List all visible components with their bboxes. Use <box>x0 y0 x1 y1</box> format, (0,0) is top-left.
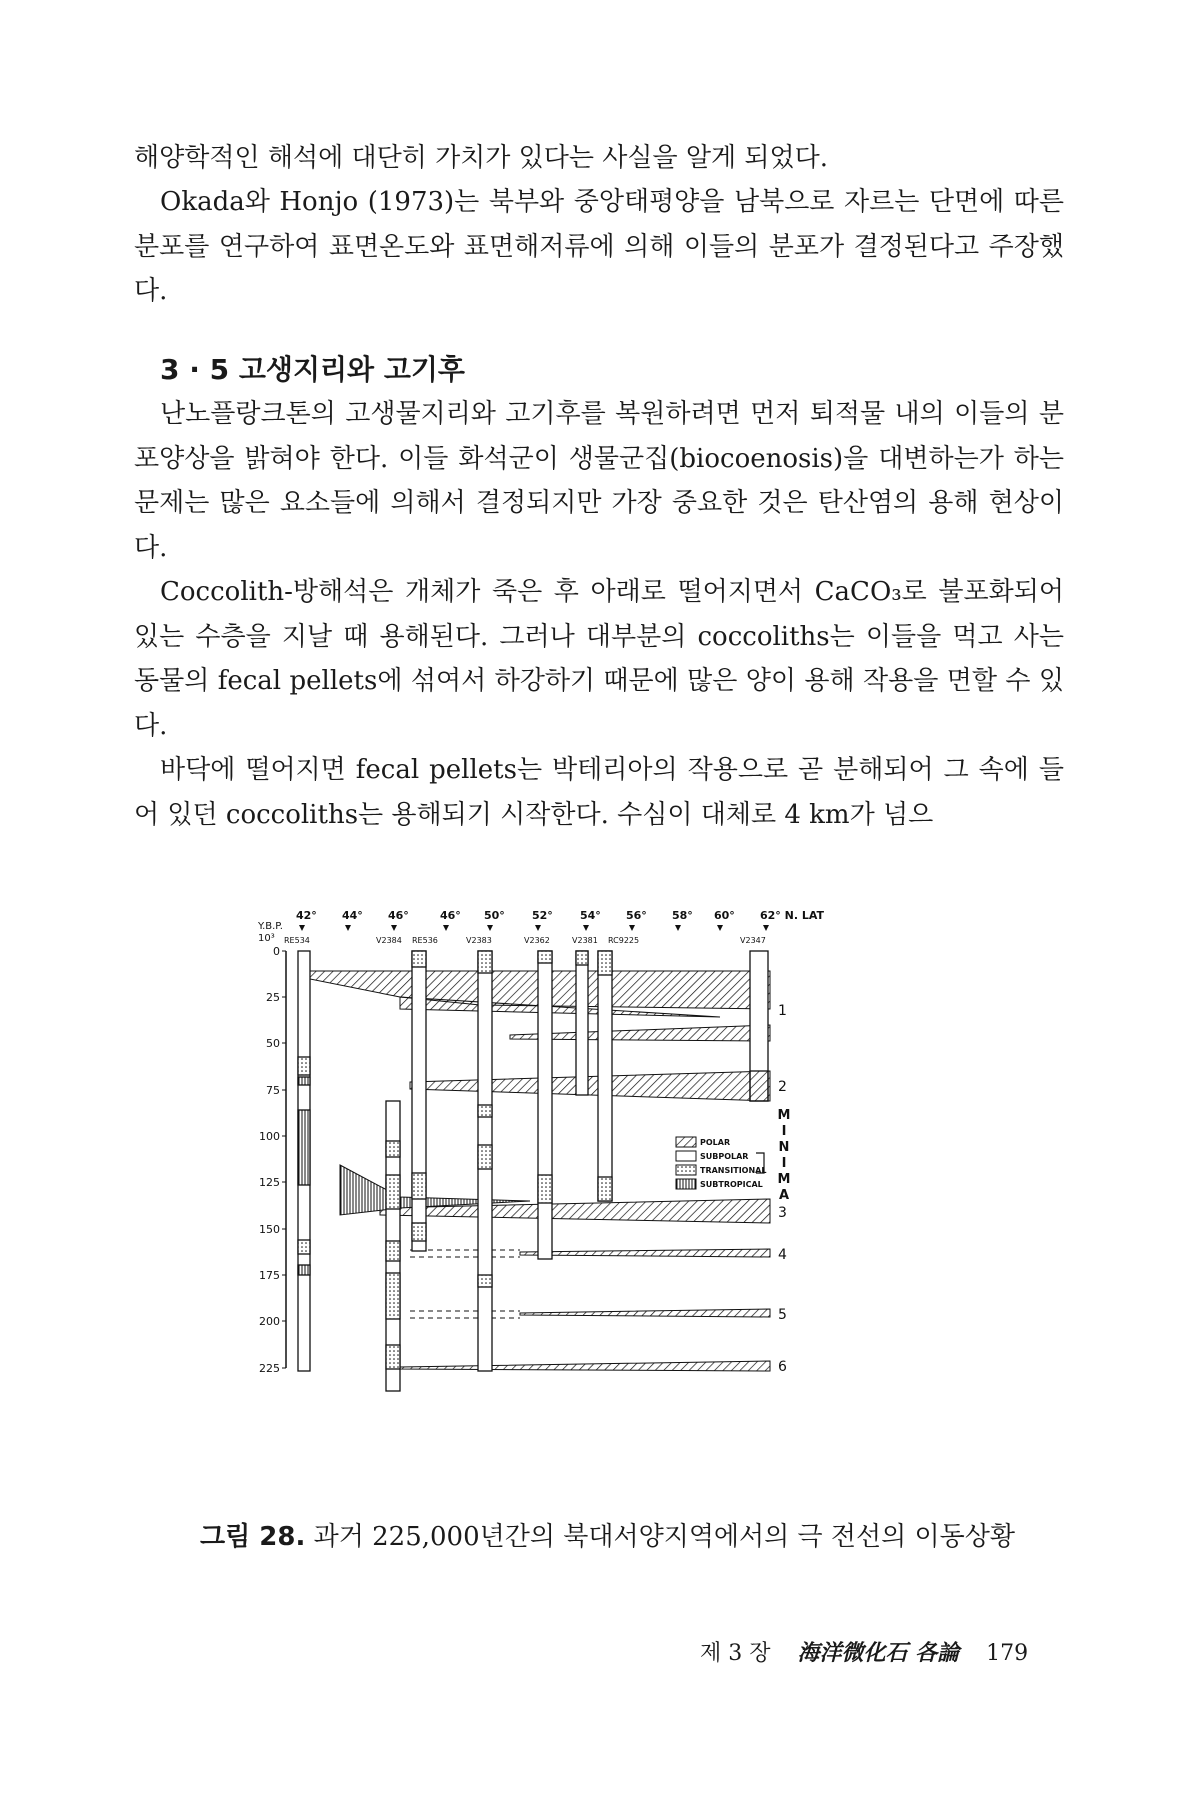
y-tick-label: 25 <box>266 991 280 1004</box>
figure-caption <box>200 1516 1015 1553</box>
band-5 <box>520 1309 770 1317</box>
legend-label: SUBPOLAR <box>700 1152 749 1161</box>
lat-label: 58° <box>672 909 693 922</box>
y-tick-label: 50 <box>266 1037 280 1050</box>
ybp-label: Y.B.P. <box>258 921 283 932</box>
band-4 <box>520 1249 770 1257</box>
core-column <box>412 951 426 1251</box>
y-tick-label: 225 <box>259 1362 280 1375</box>
y-tick-label: 125 <box>259 1176 280 1189</box>
legend <box>676 1137 766 1189</box>
body-paragraph-4: Coccolith-방해석은 개체가 죽은 후 아래로 떨어지면서 CaCO₃로 불포화되어 있는 수층을 지날 때 용해된다. 그러나 대부분의 coccoliths는 이들을 먹고 사는 동물의 fecal pellets에 섞여서 하강하기 때문에 많은 양이 용해 작용을 면할 수 있다. <box>134 577 1064 741</box>
core-label: V2383 <box>466 936 492 945</box>
event-label: 2 <box>778 1079 787 1095</box>
lat-label: 52° <box>532 909 553 922</box>
ybp-unit: 10³ <box>258 933 275 944</box>
core-labels <box>284 936 766 945</box>
section-heading: 3 · 5 고생지리와 고기후 <box>160 353 465 386</box>
core-label: RC9225 <box>608 936 640 945</box>
core-label: RE534 <box>284 936 310 945</box>
band-2 <box>410 1071 770 1101</box>
y-tick-label: 0 <box>273 945 280 958</box>
y-tick-label: 100 <box>259 1130 280 1143</box>
minima-label <box>778 1108 791 1203</box>
core-label: V2381 <box>572 936 598 945</box>
core-label: V2384 <box>376 936 402 945</box>
lat-label: 56° <box>626 909 647 922</box>
event-label: 4 <box>778 1247 787 1263</box>
event-label: 3 <box>778 1205 787 1221</box>
lat-label: 62° N. LAT <box>760 909 825 922</box>
svg-text:M: M <box>777 1108 791 1123</box>
core-column <box>576 951 588 1095</box>
latitude-markers <box>299 925 769 931</box>
body-paragraph-3: 난노플랑크톤의 고생물지리와 고기후를 복원하려면 먼저 퇴적물 내의 이들의 분포양상을 밝혀야 한다. 이들 화석군이 생물군집(biocoenosis)을 대변하는가 하는 문제는 많은 요소들에 의해서 결정되지만 가장 중요한 것은 탄산염의 용해 현상이다. <box>134 399 1064 563</box>
svg-text:A: A <box>778 1188 790 1203</box>
core-column <box>598 951 612 1201</box>
legend-label: TRANSITIONAL <box>700 1166 767 1175</box>
y-tick-label: 75 <box>266 1084 280 1097</box>
lat-label: 46° <box>388 909 409 922</box>
y-tick-label: 175 <box>259 1269 280 1282</box>
y-tick-label: 150 <box>259 1223 280 1236</box>
core-label: V2347 <box>740 936 766 945</box>
body-paragraph-1: 해양학적인 해석에 대단히 가치가 있다는 사실을 알게 되었다. <box>134 143 829 173</box>
body-paragraph-2: Okada와 Honjo (1973)는 북부와 중앙태평양을 남북으로 자르는 단면에 따른 분포를 연구하여 표면온도와 표면해저류에 의해 이들의 분포가 결정된다고 주장했다. <box>134 187 1064 306</box>
y-tick-label: 200 <box>259 1315 280 1328</box>
figure-caption-text: 과거 225,000년간의 북대서양지역에서의 극 전선의 이동상황 <box>313 1522 1016 1552</box>
legend-label: POLAR <box>700 1138 731 1147</box>
legend-label: SUBTROPICAL <box>700 1180 763 1189</box>
lat-label: 54° <box>580 909 601 922</box>
lat-label: 44° <box>342 909 363 922</box>
core-label: RE536 <box>412 936 438 945</box>
lat-label: 46° <box>440 909 461 922</box>
svg-text:I: I <box>781 1124 787 1139</box>
core-label: V2362 <box>524 936 550 945</box>
latitude-labels <box>296 909 825 922</box>
svg-text:M: M <box>777 1172 791 1187</box>
event-label: 5 <box>778 1307 787 1323</box>
lat-label: 60° <box>714 909 735 922</box>
core-columns <box>298 951 768 1391</box>
svg-text:N: N <box>778 1140 790 1155</box>
figure-number: 그림 28. <box>200 1522 306 1552</box>
polar-front-figure <box>258 905 960 1505</box>
lat-label: 50° <box>484 909 505 922</box>
page-footer <box>700 1636 1048 1667</box>
footer-title: 海洋微化石 各論 <box>797 1640 960 1666</box>
footer-chapter: 제 3 장 <box>700 1641 771 1666</box>
event-label: 6 <box>778 1359 787 1375</box>
svg-text:I: I <box>781 1156 787 1171</box>
dashed-ties <box>410 1250 520 1318</box>
page-number: 179 <box>986 1641 1029 1666</box>
y-axis-ticks <box>259 945 286 1375</box>
event-label: 1 <box>778 1003 787 1019</box>
core-column <box>538 951 552 1259</box>
lat-label: 42° <box>296 909 317 922</box>
body-paragraph-5: 바닥에 떨어지면 fecal pellets는 박테리아의 작용으로 곧 분해되어 그 속에 들어 있던 coccoliths는 용해되기 시작한다. 수심이 대체로 4 km가 넘으 <box>134 755 1064 830</box>
band-6 <box>400 1361 770 1371</box>
